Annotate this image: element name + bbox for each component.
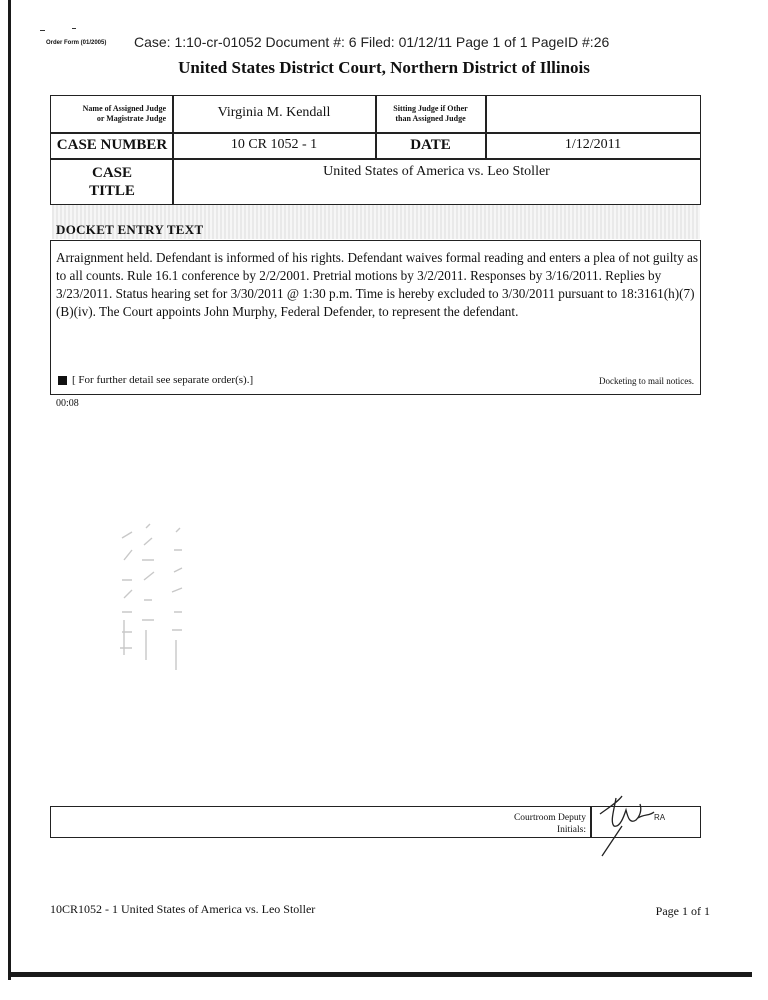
svg-text:RA: RA xyxy=(654,813,666,822)
date-value: 1/12/2011 xyxy=(564,137,622,152)
case-title-label-line: TITLE xyxy=(89,183,135,199)
order-form-label: Order Form (01/2005) xyxy=(46,40,107,46)
checkbox-filled-icon xyxy=(58,376,67,385)
date-label: DATE xyxy=(410,137,451,153)
assigned-judge-label-line: Name of Assigned Judge xyxy=(82,104,166,113)
case-title-value: United States of America vs. Leo Stoller xyxy=(323,164,550,179)
sitting-judge-label xyxy=(377,104,484,124)
court-title: United States District Court, Northern District of Illinois xyxy=(178,58,590,77)
courtroom-deputy-label xyxy=(470,812,586,836)
footer-page-number: Page 1 of 1 xyxy=(655,904,710,918)
sitting-judge-label-line: than Assigned Judge xyxy=(395,114,466,123)
docket-entry-label: DOCKET ENTRY TEXT xyxy=(56,222,204,237)
further-detail-text: [ For further detail see separate order(s).] xyxy=(72,374,254,386)
courtroom-deputy-label-line: Initials: xyxy=(556,825,586,835)
case-number-value: 10 CR 1052 - 1 xyxy=(230,137,318,152)
assigned-judge-label-line: or Magistrate Judge xyxy=(96,114,166,123)
case-number-label: CASE NUMBER xyxy=(56,137,168,153)
time-entry: 00:08 xyxy=(56,398,79,409)
courtroom-deputy-label-line: Courtroom Deputy xyxy=(513,813,586,823)
deputy-initials-signature-icon xyxy=(592,790,672,860)
case-title-label xyxy=(52,164,172,200)
case-header-line: Case: 1:10-cr-01052 Document #: 6 Filed: 01/12/11 Page 1 of 1 PageID #:26 xyxy=(134,34,610,50)
page-left-edge xyxy=(8,0,11,980)
sitting-judge-label-line: Sitting Judge if Other xyxy=(393,104,468,113)
docketing-note: Docketing to mail notices. xyxy=(599,376,694,386)
assigned-judge-label xyxy=(54,104,166,124)
page-bottom-edge xyxy=(8,972,752,977)
scan-mark xyxy=(72,28,76,29)
case-title-label-line: CASE xyxy=(91,165,132,181)
further-detail-note xyxy=(58,374,253,386)
assigned-judge-value: Virginia M. Kendall xyxy=(217,105,331,120)
scan-mark xyxy=(40,30,45,31)
received-stamp-icon xyxy=(110,520,220,670)
footer-case-reference: 10CR1052 - 1 United States of America vs. Leo Stoller xyxy=(50,902,316,916)
docket-entry-text: Arraignment held. Defendant is informed of his rights. Defendant waives formal reading and enters a plea of not guilty as to all counts. Rule 16.1 conference by 2/2/2001. Pretrial motions by 3/2/2011. Responses by 3/16/2011. Replies by 3/23/2011. Status hearing set for 3/30/2011 @ 1:30 p.m. Time is hereby excluded to 3/30/2011 pursuant to 18:3161(h)(7)(B)(iv). The Court appoints John Murphy, Federal Defender, to represent the defendant. xyxy=(56,250,698,319)
